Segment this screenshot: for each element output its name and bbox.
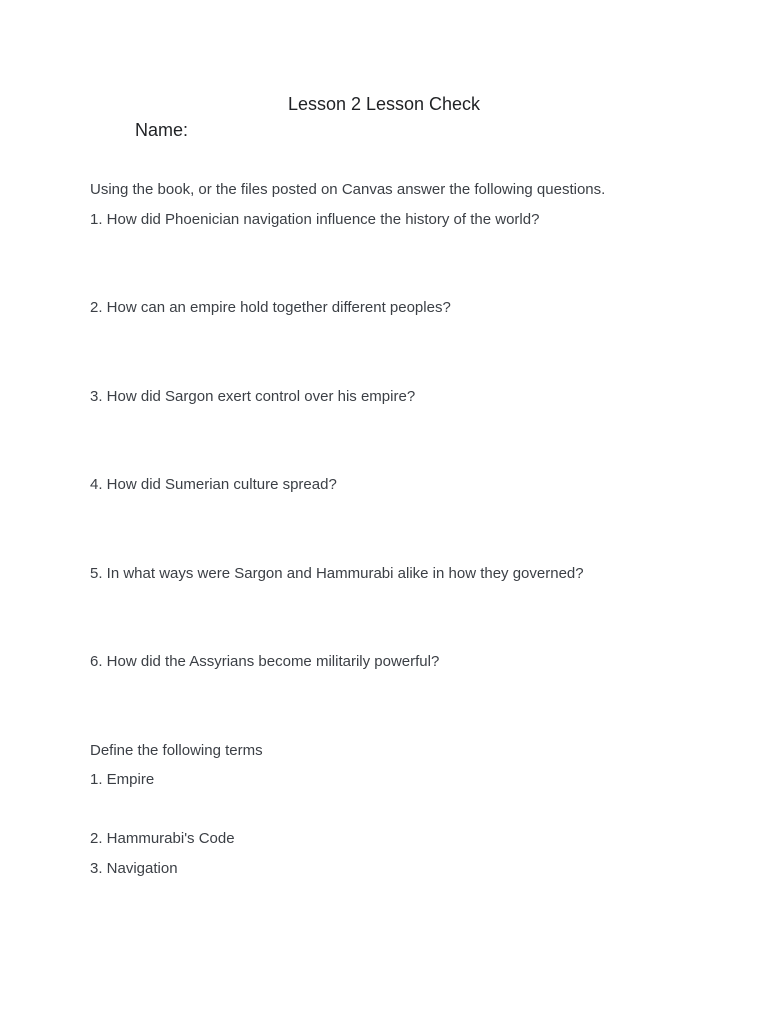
terms-heading: Define the following terms bbox=[90, 742, 263, 759]
name-label: Name: bbox=[135, 120, 189, 140]
question-2: 2. How can an empire hold together different peoples? bbox=[90, 299, 451, 316]
question-6: 6. How did the Assyrians become militarily powerful? bbox=[90, 653, 440, 670]
instructions-text: Using the book, or the files posted on Canvas answer the following questions. bbox=[90, 181, 606, 198]
term-1: 1. Empire bbox=[90, 771, 155, 788]
page-title: Lesson 2 Lesson Check bbox=[287, 94, 481, 114]
term-2: 2. Hammurabi's Code bbox=[90, 830, 235, 847]
question-1: 1. How did Phoenician navigation influence the history of the world? bbox=[90, 211, 540, 228]
question-3: 3. How did Sargon exert control over his empire? bbox=[90, 388, 416, 405]
question-4: 4. How did Sumerian culture spread? bbox=[90, 476, 337, 493]
question-5: 5. In what ways were Sargon and Hammurabi alike in how they governed? bbox=[90, 565, 584, 582]
term-3: 3. Navigation bbox=[90, 860, 178, 877]
